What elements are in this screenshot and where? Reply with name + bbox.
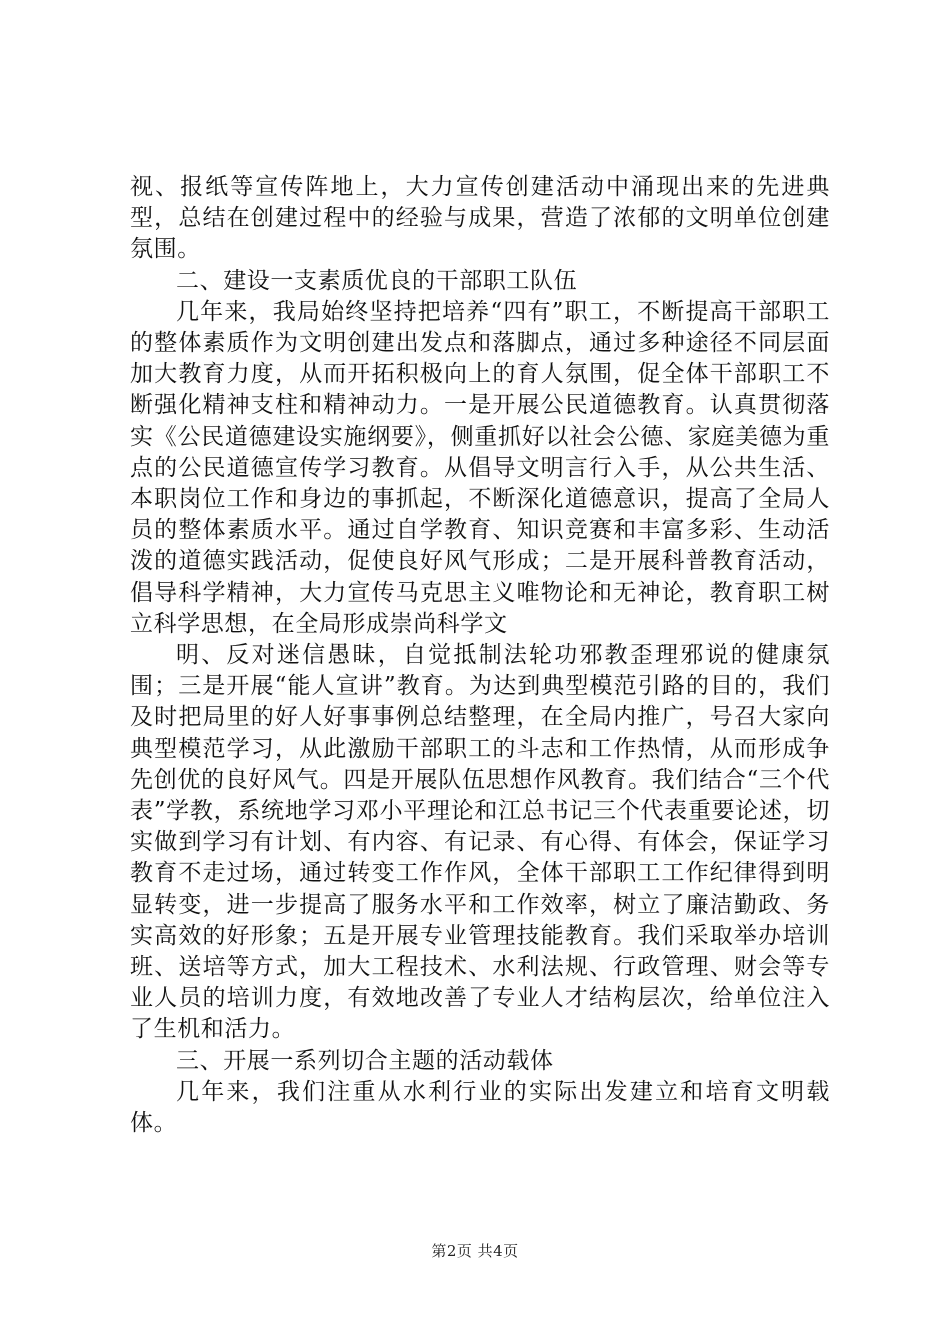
paragraph-staff-quality: 几年来，我局始终坚持把培养“四有”职工，不断提高干部职工的整体素质作为文明创建出发点和落脚点，通过多种途径不同层面加大教育力度，从而开拓积极向上的育人氛围，促全体干部职工不断强化精神支柱和精神动力。一是开展公民道德教育。认真贯彻落实《公民道德建设实施纲要》，侧重抓好以社会公德、家庭美德为重点的公民道德宣传学习教育。从倡导文明言行入手，从公共生活、本职岗位工作和身边的事抓起，不断深化道德意识，提高了全局人员的整体素质水平。通过自学教育、知识竞赛和丰富多彩、生动活泼的道德实践活动，促使良好风气形成；二是开展科普教育活动，倡导科学精神，大力宣传马克思主义唯物论和无神论，教育职工树立科学思想，在全局形成崇尚科学文 — [130, 298, 830, 637]
paragraph-activity-carriers: 几年来，我们注重从水利行业的实际出发建立和培育文明载体。 — [130, 1078, 830, 1137]
section-heading-2: 二、建设一支素质优良的干部职工队伍 — [176, 267, 578, 294]
section-heading-3: 三、开展一系列切合主题的活动载体 — [176, 1047, 554, 1074]
document-body — [130, 172, 830, 1139]
paragraph-continuation: 视、报纸等宣传阵地上，大力宣传创建活动中涌现出来的先进典型，总结在创建过程中的经验与成果，营造了浓郁的文明单位创建氛围。 — [130, 174, 830, 263]
paragraph-education-programs: 明、反对迷信愚昧，自觉抵制法轮功邪教歪理邪说的健康氛围；三是开展“能人宣讲”教育。为达到典型模范引路的目的，我们及时把局里的好人好事事例总结整理，在全局内推广，号召大家向典型模范学习，从此激励干部职工的斗志和工作热情，从而形成争先创优的良好风气。四是开展队伍思想作风教育。我们结合“三个代表”学教，系统地学习邓小平理论和江总书记三个代表重要论述，切实做到学习有计划、有内容、有记录、有心得、有体会，保证学习教育不走过场，通过转变工作作风，全体干部职工工作纪律得到明显转变，进一步提高了服务水平和工作效率，树立了廉洁勤政、务实高效的好形象；五是开展专业管理技能教育。我们采取举办培训班、送培等方式，加大工程技术、水利法规、行政管理、财会等专业人员的培训力度，有效地改善了专业人才结构层次，给单位注入了生机和活力。 — [130, 642, 830, 1043]
page-footer: 第2页 共4页 — [431, 1242, 519, 1260]
